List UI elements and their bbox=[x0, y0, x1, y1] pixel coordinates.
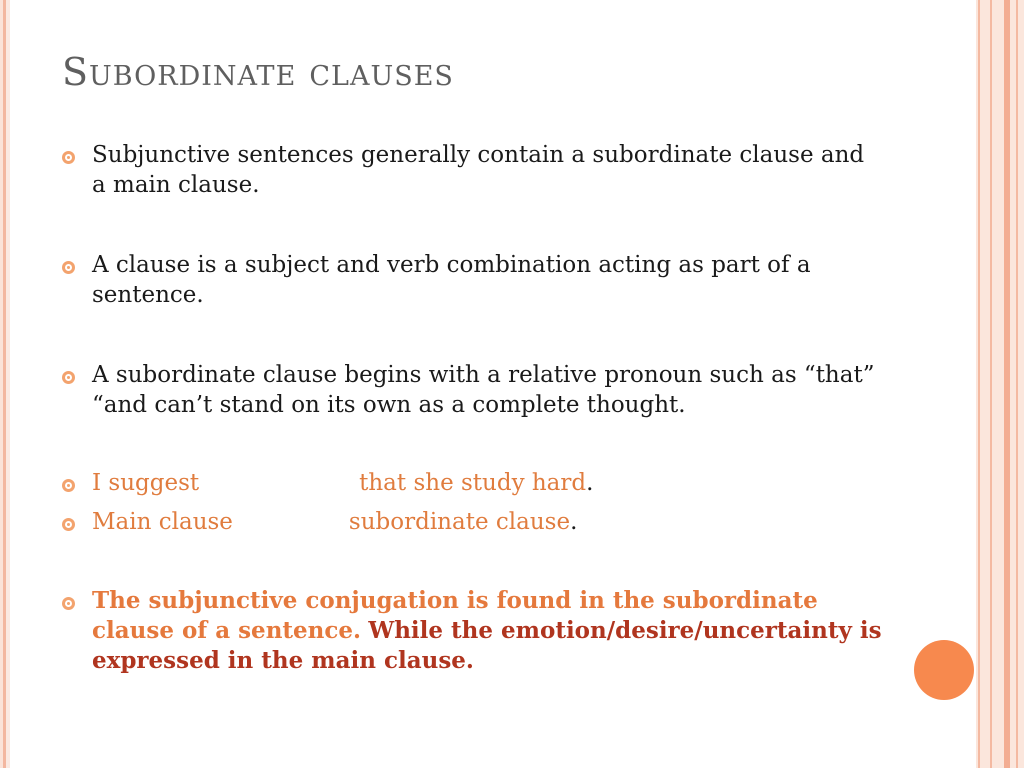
conjugation-note: The subjunctive conjugation is found in the subordinate clause of a sentence. bbox=[92, 587, 818, 644]
emotion-note: While the emotion/desire/uncertainty is expressed in the main clause. bbox=[92, 617, 882, 674]
bullet-circle-icon bbox=[62, 261, 75, 274]
bullet-circle-icon bbox=[62, 518, 75, 531]
left-decorative-stripe bbox=[0, 0, 10, 768]
bullet-text-1: Subjunctive sentences generally contain a subordinate clause and a main clause. bbox=[92, 142, 865, 198]
bullet-text-2: A clause is a subject and verb combination acting as part of a sentence. bbox=[92, 252, 811, 308]
example-main-clause: I suggest bbox=[92, 470, 200, 496]
bullet-item-1 bbox=[62, 140, 882, 200]
bullet-circle-icon bbox=[62, 597, 75, 610]
bullet-circle-icon bbox=[62, 151, 75, 164]
orange-circle-decoration bbox=[914, 640, 974, 700]
bullet-circle-icon bbox=[62, 479, 75, 492]
label-subordinate-clause: subordinate clause bbox=[348, 509, 571, 535]
bullet-item-3 bbox=[62, 360, 882, 420]
bullet-text-3: A subordinate clause begins with a relative pronoun such as “that” “and can’t stand on its own as a complete thought. bbox=[92, 362, 875, 418]
bullet-item-last bbox=[62, 586, 882, 676]
right-decorative-band bbox=[976, 0, 1024, 768]
example-item-2 bbox=[62, 507, 882, 537]
label-main-clause: Main clause bbox=[92, 509, 233, 535]
example-item-1 bbox=[62, 468, 882, 498]
example-period: . bbox=[586, 470, 594, 496]
example-subordinate-clause: that she study hard bbox=[359, 470, 587, 496]
bullet-circle-icon bbox=[62, 371, 75, 384]
label-period: . bbox=[570, 509, 578, 535]
slide-title: Subordinate clauses bbox=[62, 50, 454, 94]
bullet-item-2 bbox=[62, 250, 882, 310]
